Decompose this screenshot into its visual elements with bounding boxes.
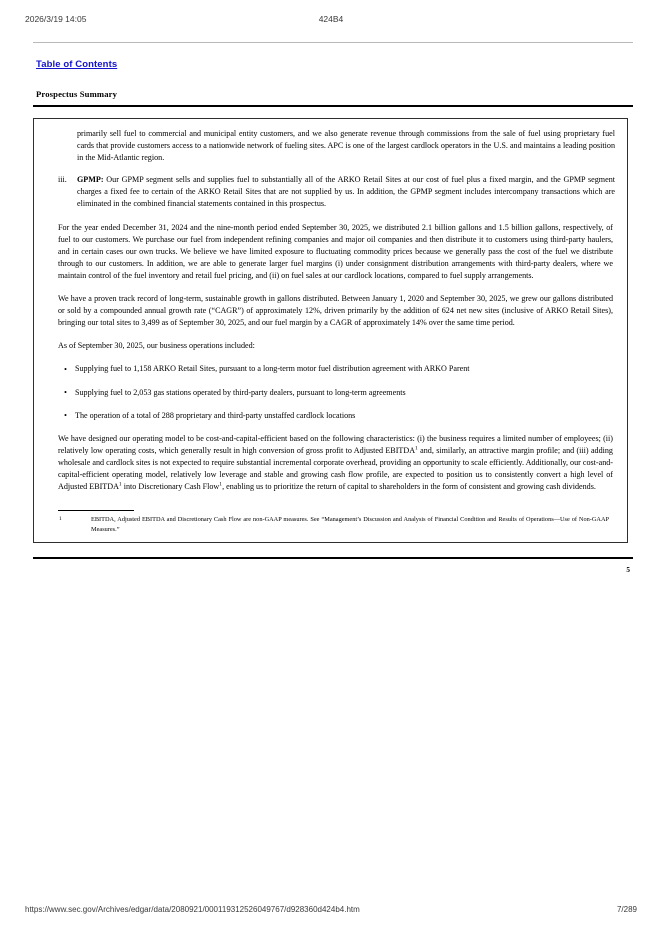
list-item-text: Supplying fuel to 1,158 ARKO Retail Sites, pursuant to a long-term motor fuel distribution agreement with ARKO Parent [75, 364, 470, 374]
operating-model-part3: into Discretionary Cash Flow [121, 482, 220, 492]
page-bottom-rule [33, 557, 633, 559]
prospectus-content-box [33, 118, 628, 543]
operating-model-part2: and, similarly, an attractive margin profile; and (iii) adding wholesale and cardlock sites is not expected to require substantial incremental corporate overhead, providing an opportunity to scale efficiently. Additionally, our cost-and-capital-efficient operating model, relatively low leverage and stable and growing cash flow profile, are expected to position us to consistently convert a high level of Adjusted EBITDA [58, 445, 613, 492]
roman-marker: iii. [58, 175, 67, 185]
bullet-icon: • [64, 410, 67, 421]
footnote-1 [58, 515, 615, 534]
page-number: 5 [626, 566, 630, 574]
operating-model-part4: , enabling us to prioritize the return of capital to shareholders in the form of consistent and growing cash dividends. [222, 482, 596, 492]
footnote-text: EBITDA, Adjusted EBITDA and Discretionary Cash Flow are non-GAAP measures. See “Management’s Discussion and Analysis of Financial Condition and Results of Operations—Use of Non-GAAP Measures.” [91, 516, 609, 533]
paragraph-distribution: For the year ended December 31, 2024 and the nine-month period ended September 30, 2025, we distributed 2.1 billion gallons and 1.5 billion gallons, respectively, of fuel to our customers. We purchase our fuel from independent refining companies and major oil companies and then distribute it to customers using third-party haulers, and in certain cases our own trucks. We believe we have limited exposure to fluctuating commodity prices because we generally pass the cost of the fuel we distribute through to our customers. In addition, we are able to generate larger fuel margins (i) under consignment distribution arrangements with third-party dealers, where we maintain control of the fuel inventory and retail fuel pricing, and (ii) on fuel sales at our cardlock locations, compared to fuel supply arrangements. [58, 222, 613, 280]
list-item-text: Supplying fuel to 2,053 gas stations operated by third-party dealers, pursuant to long-term agreements [75, 387, 406, 397]
paragraph-cagr: We have a proven track record of long-term, sustainable growth in gallons distributed. Between January 1, 2020 and September 30, 2025, we grew our gallons distributed or sold by a compounded annual growth rate (“CAGR”) of approximately 12%, driven primarily by the addition of 624 net new sites (inclusive of ARKO Retail Sites), bringing our total sites to 3,499 as of September 30, 2025, and our fuel margin by a CAGR of approximately 14% over the same time period. [58, 294, 613, 328]
operations-bullet-list [46, 363, 615, 421]
list-item-text: The operation of a total of 288 proprietary and third-party unstaffed cardlock locations [75, 410, 356, 420]
print-header-date: 2026/3/19 14:05 [25, 14, 87, 24]
print-header-title: 424B4 [318, 14, 344, 24]
bullet-icon: • [64, 363, 67, 374]
operating-model-part1: We have designed our operating model to be cost-and-capital-efficient based on the following characteristics: (i) the business requires a limited number of employees; (ii) relatively low operating costs, which generally result in high conversion of gross profit to Adjusted EBITDA [58, 433, 613, 455]
browser-print-header [0, 14, 662, 26]
gpmp-lead-in: GPMP: [77, 175, 104, 185]
print-footer-pagecount: 7/289 [616, 905, 637, 914]
operations-intro: As of September 30, 2025, our business operations included: [58, 341, 255, 351]
browser-print-footer [0, 905, 662, 919]
continued-paragraph: primarily sell fuel to commercial and municipal entity customers, and we also generate revenue through commissions from the sale of fuel using proprietary fuel cards that provide customers access to a nationwide network of fueling sites. APC is one of the largest cardlock operators in the U.S. and maintains a leading position in the Mid-Atlantic region. [77, 129, 615, 163]
footnote-divider [58, 510, 134, 511]
list-item [46, 410, 615, 422]
footnote-section [46, 510, 615, 534]
header-divider [33, 42, 633, 43]
list-item [46, 363, 615, 375]
footnote-marker: 1 [59, 516, 62, 523]
section-heading: Prospectus Summary [36, 89, 118, 99]
footnote-ref-1[interactable]: 1 [415, 445, 418, 452]
footnote-ref-3[interactable]: 1 [219, 481, 223, 488]
list-item [46, 387, 615, 399]
paragraph-operating-model [46, 433, 615, 493]
roman-list-item-gpmp [46, 174, 615, 210]
gpmp-text: Our GPMP segment sells and supplies fuel to substantially all of the ARKO Retail Sites at our cost of fuel plus a fixed margin, and the GPMP segment charges a fixed fee to certain of the ARKO Retail Sites that are not supplied by us. In addition, the GPMP segment includes intercompany transactions which are eliminated in the combined financial statements contained in this prospectus. [77, 175, 615, 209]
section-heading-rule [33, 105, 633, 107]
print-footer-url: https://www.sec.gov/Archives/edgar/data/2080921/000119312526049767/d928360d424b4.htm [25, 905, 360, 914]
footnote-ref-2[interactable]: 1 [118, 481, 122, 488]
table-of-contents-link[interactable]: Table of Contents [36, 59, 118, 70]
bullet-icon: • [64, 387, 67, 397]
